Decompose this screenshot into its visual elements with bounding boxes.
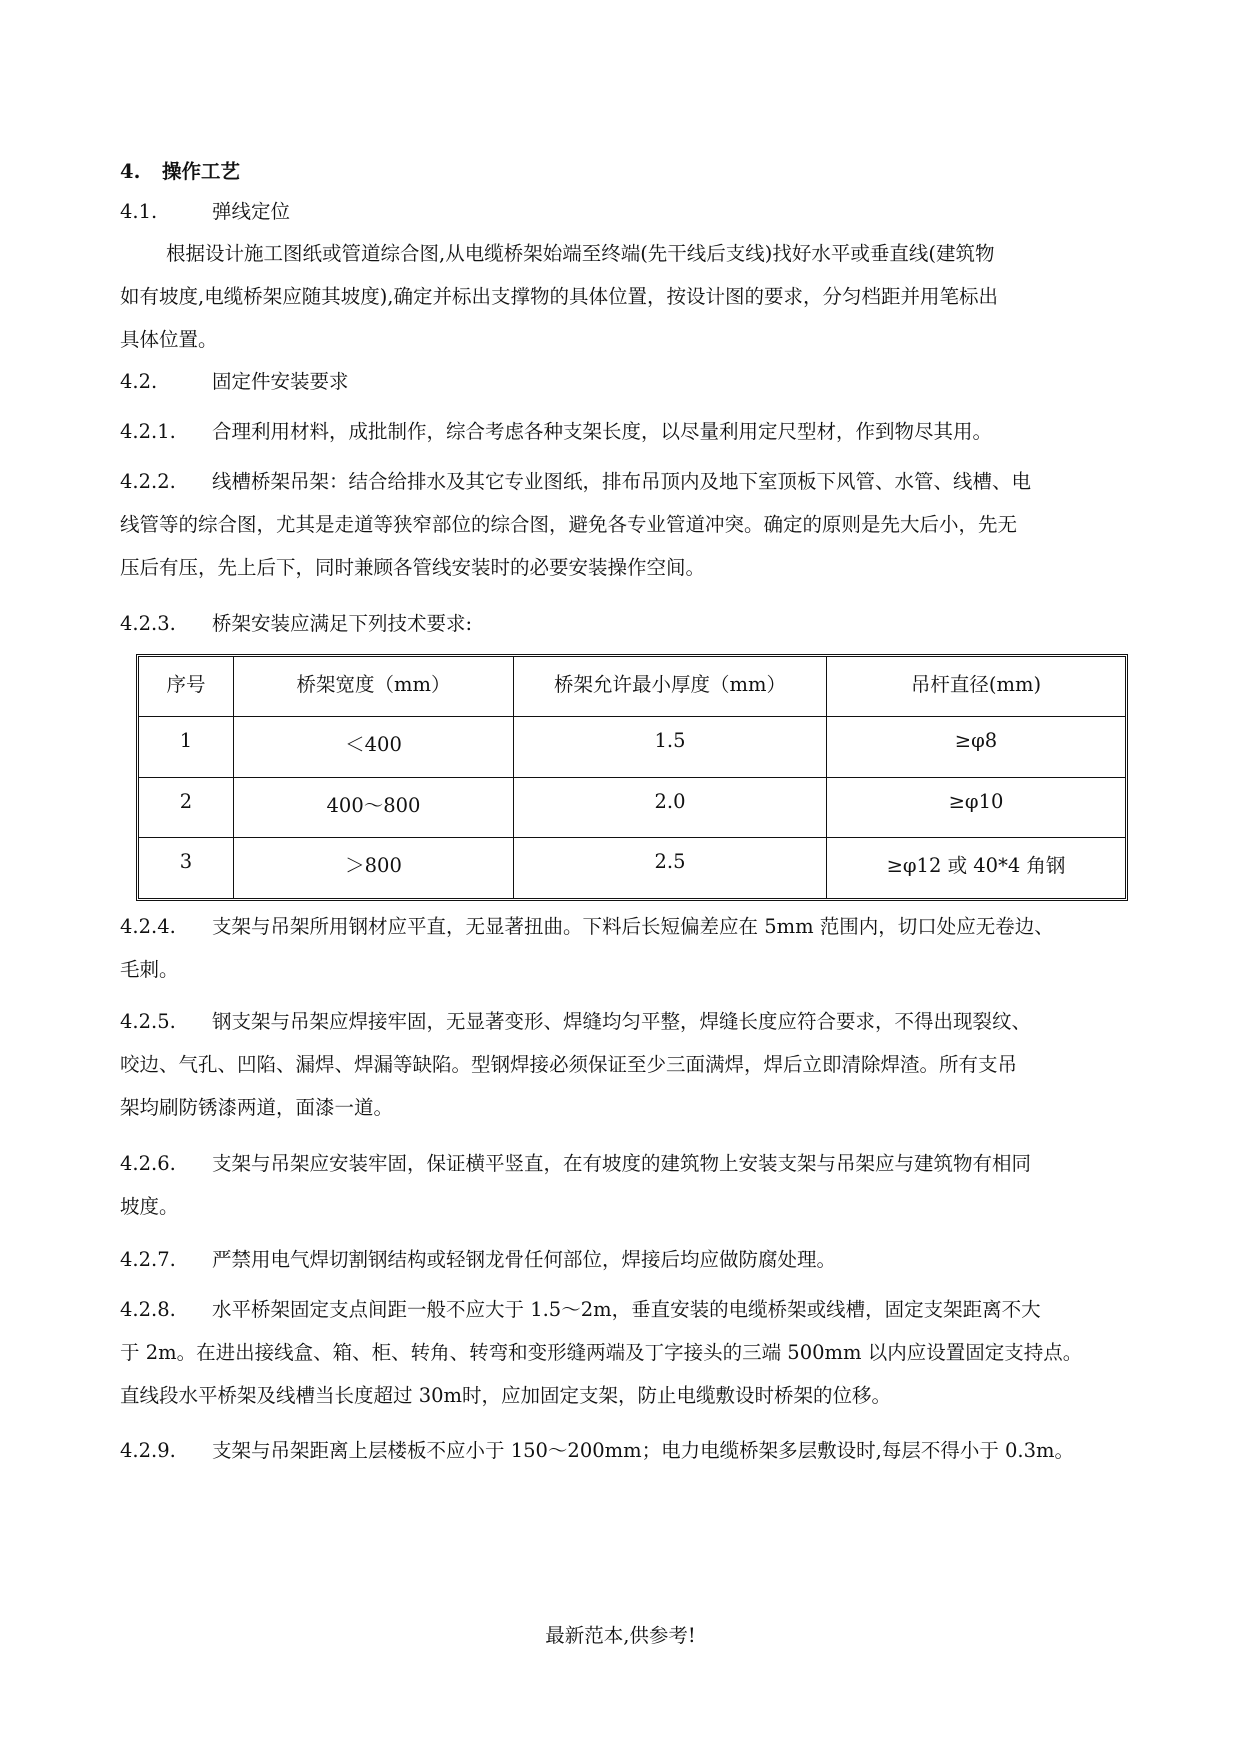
clause-number: 4.2.4.	[120, 915, 176, 938]
clause-4-2-7	[120, 1246, 1130, 1289]
clause-4-2-3	[120, 610, 1130, 653]
clause-4-2-1	[120, 418, 1130, 461]
table-cell: 3	[139, 838, 234, 898]
clause-line: 于 2m。在进出接线盒、箱、柜、转角、转弯和变形缝两端及丁字接头的三端 500mm 以内应设置固定支持点。	[120, 1341, 1083, 1364]
clause-number: 4.2.6.	[120, 1152, 176, 1175]
clause-4-2-5	[120, 1008, 1130, 1137]
subsection-4-2-heading	[120, 368, 349, 396]
subsection-title: 弹线定位	[212, 200, 291, 223]
subsection-number: 4.1.	[120, 200, 158, 223]
table-cell: ≥φ8	[827, 717, 1125, 777]
clause-line: 钢支架与吊架应焊接牢固，无显著变形、焊缝均匀平整，焊缝长度应符合要求，不得出现裂纹、	[212, 1010, 1032, 1033]
clause-line: 架均刷防锈漆两道，面漆一道。	[120, 1096, 394, 1119]
clause-line: 咬边、气孔、凹陷、漏焊、焊漏等缺陷。型钢焊接必须保证至少三面满焊，焊后立即清除焊渣。所有支吊	[120, 1053, 1018, 1076]
clause-4-2-9	[120, 1437, 1130, 1480]
section-title: 操作工艺	[162, 160, 241, 183]
clause-line: 线管等的综合图，尤其是走道等狭窄部位的综合图，避免各专业管道冲突。确定的原则是先大后小，先无	[120, 513, 1018, 536]
clause-line: 严禁用电气焊切割钢结构或轻钢龙骨任何部位，焊接后均应做防腐处理。	[212, 1248, 837, 1271]
table-header-cell: 吊杆直径(mm)	[827, 657, 1125, 717]
table-cell: ＜400	[234, 717, 514, 777]
table-cell: 400～800	[234, 778, 514, 838]
bridge-spec-table	[136, 654, 1128, 901]
clause-4-2-8	[120, 1296, 1130, 1425]
clause-line: 毛刺。	[120, 958, 179, 981]
clause-line: 支架与吊架距离上层楼板不应小于 150～200mm；电力电缆桥架多层敷设时,每层不得小于 0.3m。	[212, 1439, 1075, 1462]
clause-line: 水平桥架固定支点间距一般不应大于 1.5～2m，垂直安装的电缆桥架或线槽，固定支架距离不大	[212, 1298, 1041, 1321]
clause-number: 4.2.8.	[120, 1298, 176, 1321]
table-header-cell: 桥架允许最小厚度（mm）	[514, 657, 827, 717]
table-row	[139, 717, 1125, 777]
clause-line: 坡度。	[120, 1195, 179, 1218]
table-cell: 2.5	[514, 838, 827, 898]
clause-4-2-4	[120, 913, 1130, 999]
clause-number: 4.2.1.	[120, 420, 176, 443]
clause-line: 桥架安装应满足下列技术要求:	[212, 612, 473, 635]
clause-number: 4.2.7.	[120, 1248, 176, 1271]
table-cell: 2.0	[514, 778, 827, 838]
table-cell: ≥φ12 或 40*4 角钢	[886, 853, 1066, 877]
paragraph-line: 根据设计施工图纸或管道综合图,从电缆桥架始端至终端(先干线后支线)找好水平或垂直线(建筑物	[166, 242, 995, 265]
subsection-4-1-heading	[120, 198, 290, 226]
paragraph-line: 如有坡度,电缆桥架应随其坡度),确定并标出支撑物的具体位置，按设计图的要求，分匀档距并用笔标出	[120, 285, 999, 308]
clause-line: 支架与吊架应安装牢固，保证横平竖直，在有坡度的建筑物上安装支架与吊架应与建筑物有相同	[212, 1152, 1032, 1175]
clause-line: 压后有压，先上后下，同时兼顾各管线安装时的必要安装操作空间。	[120, 556, 706, 579]
table-row	[139, 838, 1125, 898]
clause-line: 支架与吊架所用钢材应平直，无显著扭曲。下料后长短偏差应在 5mm 范围内，切口处应无卷边、	[212, 915, 1054, 938]
paragraph-4-1	[120, 240, 1120, 369]
table-cell: 1	[139, 717, 234, 777]
subsection-title: 固定件安装要求	[212, 370, 349, 393]
page-footer: 最新范本,供参考!	[545, 1624, 696, 1647]
clause-4-2-2	[120, 468, 1130, 597]
table-row	[139, 778, 1125, 838]
clause-number: 4.2.3.	[120, 612, 176, 635]
paragraph-line: 具体位置。	[120, 328, 218, 351]
clause-number: 4.2.5.	[120, 1010, 176, 1033]
clause-line: 线槽桥架吊架：结合给排水及其它专业图纸，排布吊顶内及地下室顶板下风管、水管、线槽、电	[212, 470, 1032, 493]
section-number: 4.	[120, 160, 141, 183]
table-header-row	[139, 657, 1125, 717]
clause-line: 直线段水平桥架及线槽当长度超过 30m时，应加固定支架，防止电缆敷设时桥架的位移。	[120, 1384, 892, 1407]
table-cell: 1.5	[514, 717, 827, 777]
section-heading	[120, 158, 240, 186]
table-cell: ＞800	[234, 838, 514, 898]
clause-number: 4.2.9.	[120, 1439, 176, 1462]
table-cell: 2	[139, 778, 234, 838]
table-header-cell: 序号	[139, 657, 234, 717]
table-header-cell: 桥架宽度（mm）	[234, 657, 514, 717]
clause-number: 4.2.2.	[120, 470, 176, 493]
clause-line: 合理利用材料，成批制作，综合考虑各种支架长度，以尽量利用定尺型材，作到物尽其用。	[212, 420, 993, 443]
subsection-number: 4.2.	[120, 370, 158, 393]
table-cell: ≥φ10	[827, 778, 1125, 838]
clause-4-2-6	[120, 1150, 1130, 1236]
